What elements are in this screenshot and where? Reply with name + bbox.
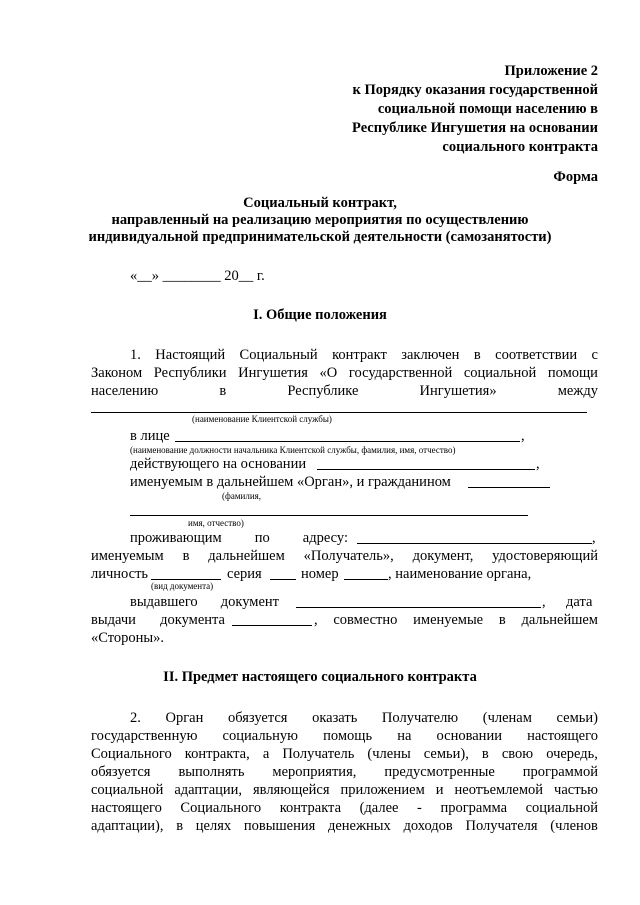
issuer-label: , наименование органа, (388, 566, 532, 582)
number-blank[interactable] (344, 579, 388, 580)
acting-basis-label: действующего на основании (130, 456, 307, 472)
date-label: дата (566, 594, 593, 610)
address-blank[interactable] (357, 543, 592, 544)
identity-label: личность (91, 566, 149, 582)
appendix-line: социальной помощи населению в (377, 101, 598, 117)
recipient-line: именуемым в дальнейшем «Получатель», документ, удостоверяющий (91, 548, 598, 564)
appendix-line: Республике Ингушетия на основании (352, 120, 598, 136)
hint-head-name: (наименование должности начальника Клиентской службы, фамилия, имя, отчество) (130, 445, 456, 455)
appendix-title: Приложение 2 (504, 63, 598, 79)
paragraph-1-line: 1. Настоящий Социальный контракт заключен в соответствии с (130, 347, 598, 363)
citizen-blank[interactable] (468, 487, 550, 488)
paragraph-2-line: 2. Орган обязуется оказать Получателю (членам семьи) (130, 710, 598, 726)
series-label: серия (227, 566, 262, 582)
paragraph-2-line: государственную социальную помощь на основании настоящего (91, 728, 598, 744)
hint-doc-type: (вид документа) (151, 581, 214, 591)
doc-type-blank[interactable] (151, 579, 221, 580)
appendix-line: к Порядку оказания государственной (352, 82, 598, 98)
comma: , (536, 456, 540, 472)
issuer-blank[interactable] (296, 607, 541, 608)
section-1-heading: I. Общие положения (253, 307, 387, 323)
parties-text: «Стороны». (91, 630, 165, 646)
basis-blank[interactable] (317, 469, 535, 470)
paragraph-2-line: адаптации), в целях повышения денежных доходов Получателя (членов (91, 818, 598, 834)
section-2-heading: II. Предмет настоящего социального контракта (163, 669, 477, 685)
head-name-blank[interactable] (175, 441, 520, 442)
citizen-name-blank[interactable] (130, 515, 528, 516)
jointly-named-text: , совместно именуемые в дальнейшем (314, 612, 598, 628)
number-label: номер (301, 566, 339, 582)
service-name-blank[interactable] (91, 412, 587, 413)
paragraph-2-line: настоящего Социального контракта (далее - программа социальной (91, 800, 598, 816)
issue-date-blank[interactable] (232, 625, 312, 626)
paragraph-2-line: Социального контракта, а Получатель (члены семьи), в свою очередь, (91, 746, 598, 762)
document-title-line: направленный на реализацию мероприятия по осуществлению (111, 212, 529, 228)
residing-text: проживающим по адресу: (130, 530, 348, 546)
document-title-line: индивидуальной предпринимательской деятельности (самозанятости) (88, 229, 552, 245)
in-person-label: в лице (130, 428, 170, 444)
hint-service-name: (наименование Клиентской службы) (192, 414, 332, 424)
comma: , (592, 530, 596, 546)
paragraph-2-line: обязуется выполнять мероприятия, предусмотренные программой (91, 764, 598, 780)
issue-date-text: выдачи документа (91, 612, 225, 628)
series-blank[interactable] (270, 579, 296, 580)
comma: , (521, 428, 525, 444)
paragraph-1-line: Законом Республики Ингушетия «О государственной социальной помощи (91, 365, 598, 381)
issued-by-text: выдавшего документ (130, 594, 279, 610)
document-title: Социальный контракт, (243, 195, 397, 211)
comma: , (542, 594, 546, 610)
hint-name: имя, отчество) (188, 518, 244, 528)
appendix-line: социального контракта (442, 139, 598, 155)
organ-named-text: именуемым в дальнейшем «Орган», и гражданином (130, 474, 451, 490)
form-label: Форма (553, 169, 598, 185)
hint-surname: (фамилия, (222, 491, 262, 501)
contract-date-line: «__» ________ 20__ г. (130, 268, 265, 284)
paragraph-1-line: населению в Республике Ингушетия» между (91, 383, 598, 399)
paragraph-2-line: социальной адаптации, являющейся приложением и неотъемлемой частью (91, 782, 598, 798)
